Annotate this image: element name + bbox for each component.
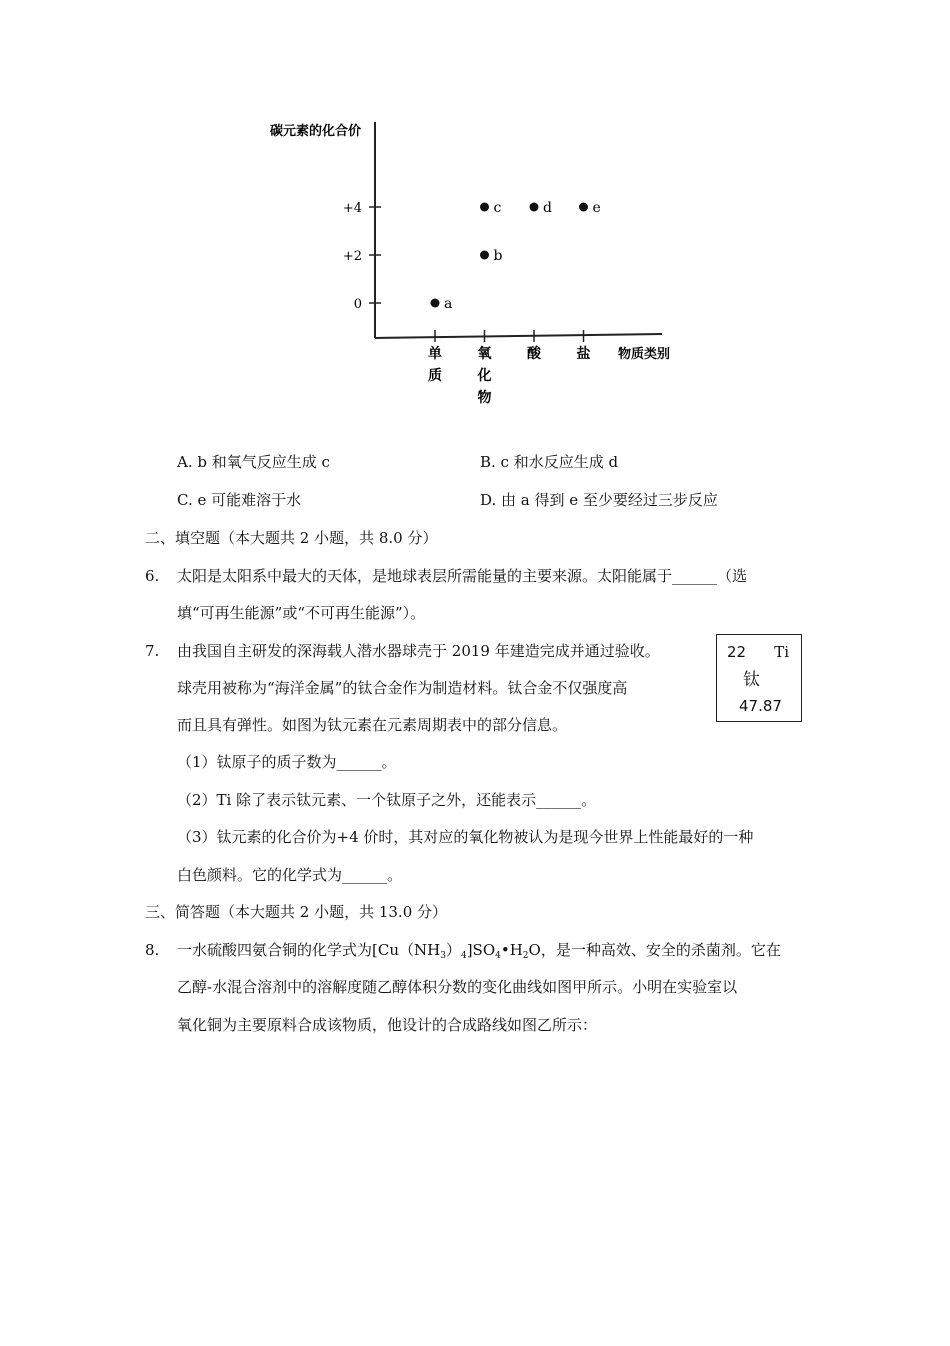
q7-line-2: 球壳用被称为“海洋金属”的钛合金作为制造材料。钛合金不仅强度高 — [177, 679, 628, 697]
data-point-d — [530, 203, 539, 212]
option-d: D. 由 a 得到 e 至少要经过三步反应 — [480, 491, 718, 509]
y-axis-label: 碳元素的化合价 — [270, 124, 362, 139]
x-axis-label: 物质类别 — [618, 347, 671, 362]
q7-sub-2: （2）Ti 除了表示钛元素、一个钛原子之外，还能表示______。 — [177, 791, 597, 809]
category-label: 物 — [477, 390, 492, 406]
q6-line-2: 填“可再生能源”或“不可再生能源”）。 — [177, 604, 426, 622]
q7-sub-3b: 白色颜料。它的化学式为______。 — [177, 866, 403, 884]
data-point-a — [431, 299, 440, 308]
data-point-b — [480, 251, 489, 260]
q8-line-1 — [177, 940, 781, 966]
option-a: A. b 和氧气反应生成 c — [177, 453, 330, 471]
formula-sub: 3 — [440, 951, 446, 961]
data-point-e — [579, 203, 588, 212]
category-label: 氧 — [477, 346, 492, 362]
data-point-label: e — [592, 200, 601, 216]
y-tick-label: +4 — [342, 201, 362, 216]
q6-number: 6. — [145, 567, 160, 585]
chart-svg — [250, 110, 690, 410]
data-point-label: d — [543, 200, 552, 216]
atomic-mass: 47.87 — [739, 697, 782, 715]
x-axis — [375, 334, 662, 338]
points-layer — [431, 200, 601, 312]
element-name: 钛 — [743, 670, 760, 690]
q8-number: 8. — [145, 941, 160, 959]
q7-sub-3a: （3）钛元素的化合价为+4 价时，其对应的氧化物被认为是现今世界上性能最好的一种 — [177, 828, 754, 846]
category-label: 酸 — [527, 346, 541, 362]
titanium-element-card — [716, 634, 802, 722]
category-label: 单 — [428, 346, 442, 362]
formula-sub: 4 — [495, 951, 501, 961]
q7-number: 7. — [145, 642, 160, 660]
option-b: B. c 和水反应生成 d — [480, 453, 619, 471]
data-point-label: c — [493, 200, 502, 216]
formula-part: ]SO — [466, 941, 496, 959]
q6-line-1: 太阳是太阳系中最大的天体，是地球表层所需能量的主要来源。太阳能属于______（选 — [177, 567, 748, 585]
atomic-number: 22 — [727, 643, 747, 661]
q7-sub-1: （1）钛原子的质子数为______。 — [177, 753, 397, 771]
q7-line-3: 而且具有弹性。如图为钛元素在元素周期表中的部分信息。 — [177, 716, 568, 734]
option-c: C. e 可能难溶于水 — [177, 491, 302, 509]
section-2-title: 二、填空题（本大题共 2 小题，共 8.0 分） — [145, 529, 438, 547]
section-3-title: 三、简答题（本大题共 2 小题，共 13.0 分） — [145, 903, 448, 921]
data-point-label: b — [493, 248, 503, 264]
y-tick-label: 0 — [353, 297, 362, 312]
formula-part: •H — [500, 941, 523, 959]
categories-layer — [428, 330, 591, 406]
valence-chart — [250, 110, 690, 410]
formula-part: ） — [445, 941, 461, 959]
formula-sub: 2 — [522, 951, 529, 961]
data-point-c — [480, 203, 489, 212]
y-tick-label: +2 — [342, 249, 362, 264]
formula-part: 一水硫酸四氨合铜的化学式为[Cu（NH — [177, 941, 441, 959]
q7-line-1: 由我国自主研发的深海载人潜水器球壳于 2019 年建造完成并通过验收。 — [177, 642, 660, 660]
q8-line-2: 乙醇-水混合溶剂中的溶解度随乙醇体积分数的变化曲线如图甲所示。小明在实验室以 — [177, 978, 738, 996]
q8-line-3: 氧化铜为主要原料合成该物质，他设计的合成路线如图乙所示： — [177, 1016, 598, 1034]
formula-part: O，是一种高效、安全的杀菌剂。它在 — [528, 941, 781, 959]
formula-sub: 4 — [460, 951, 467, 961]
element-symbol: Ti — [774, 643, 789, 661]
category-label: 盐 — [576, 346, 591, 362]
category-label: 化 — [477, 368, 492, 384]
category-label: 质 — [428, 368, 442, 384]
data-point-label: a — [444, 296, 453, 312]
